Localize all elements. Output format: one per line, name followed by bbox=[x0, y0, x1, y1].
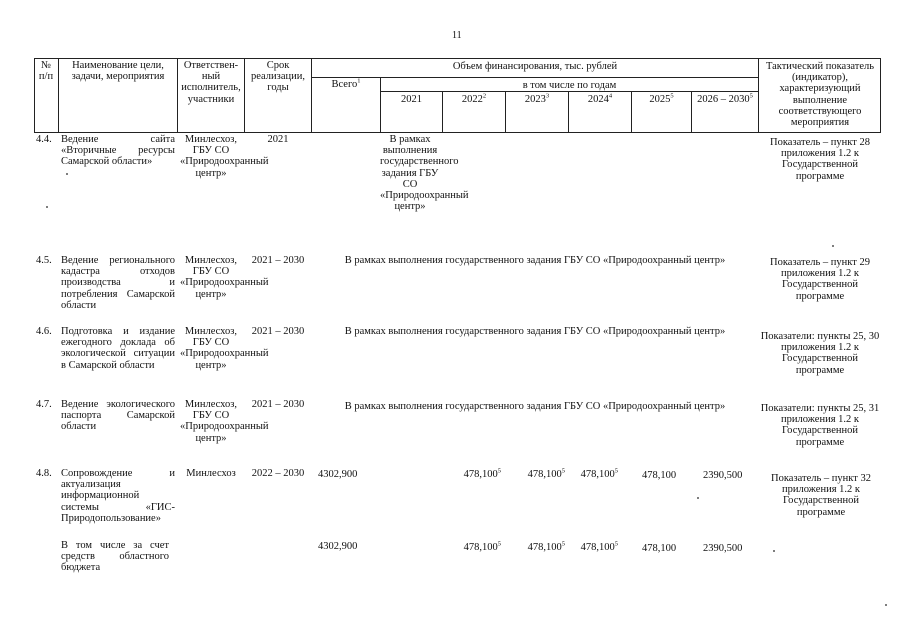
row-term: 2022 – 2030 bbox=[251, 468, 305, 479]
header-term: Срок реализации, годы bbox=[251, 60, 305, 94]
scan-speck bbox=[885, 604, 887, 606]
row-name: Ведение регионального кадастра отходов производства и потребления Самарской области bbox=[61, 255, 175, 311]
row-name: Сопровождение и актуализация информационной системы «ГИС-Природопользование» bbox=[61, 468, 175, 524]
row-num: 4.5. bbox=[36, 255, 52, 266]
row-indicator: Показатель – пункт 29 приложения 1.2 к Государственной программе bbox=[770, 257, 870, 302]
row-name: Ведение сайта «Вторичные ресурсы Самарской области» bbox=[61, 134, 175, 168]
row-funding-note: В рамках выполнения государственного задания ГБУ СО «Природоохранный центр» bbox=[344, 255, 726, 266]
header-year-2025: 2025$^5$ bbox=[649, 92, 674, 105]
row-executor: Минлесхоз, ГБУ СО «Природоохранный центр» bbox=[180, 134, 269, 179]
row-y2026: 2390,500 bbox=[703, 470, 743, 481]
row-funding-note: В рамках выполнения государственного задания ГБУ СО «Природоохранный центр» bbox=[344, 326, 726, 337]
row-y2025: 478,100 bbox=[642, 470, 677, 481]
row-indicator: Показатели: пункты 25, 31 приложения 1.2 к Государственной программе bbox=[760, 403, 880, 448]
row-term: 2021 bbox=[267, 134, 289, 145]
row-y2022: 478,100$^5$ bbox=[463, 540, 501, 553]
row-executor: Минлесхоз, ГБУ СО «Природоохранный центр» bbox=[180, 255, 269, 300]
row-y2024: 478,100$^5$ bbox=[580, 540, 618, 553]
header-executor: Ответствен-ный исполнитель, участники bbox=[181, 60, 241, 105]
header-total: Всего$^1$ bbox=[331, 77, 361, 90]
row-executor: Минлесхоз bbox=[186, 468, 236, 479]
row-executor: Минлесхоз, ГБУ СО «Природоохранный центр» bbox=[180, 326, 269, 371]
row-y2023: 478,100$^5$ bbox=[527, 540, 565, 553]
row-y2024: 478,100$^5$ bbox=[580, 467, 618, 480]
row-term: 2021 – 2030 bbox=[251, 255, 305, 266]
row-total: 4302,900 bbox=[318, 541, 358, 552]
row-term: 2021 – 2030 bbox=[251, 399, 305, 410]
row-indicator: Показатель – пункт 32 приложения 1.2 к Государственной программе bbox=[771, 473, 871, 518]
row-y2026: 2390,500 bbox=[703, 543, 743, 554]
row-y2025: 478,100 bbox=[642, 543, 677, 554]
row-name: В том числе за счет средств областного бюджета bbox=[61, 540, 169, 574]
scan-speck bbox=[66, 173, 68, 175]
scan-speck bbox=[697, 497, 699, 499]
header-num: № п/п bbox=[38, 60, 54, 83]
row-indicator: Показатели: пункты 25, 30 приложения 1.2 к Государственной программе bbox=[760, 331, 880, 376]
header-year-2021: 2021 bbox=[401, 94, 422, 105]
header-year-2024: 2024$^4$ bbox=[587, 92, 613, 105]
scan-speck bbox=[832, 245, 834, 247]
row-term: 2021 – 2030 bbox=[251, 326, 305, 337]
scan-speck bbox=[46, 206, 48, 208]
row-name: Подготовка и издание ежегодного доклада об экологической ситуации в Самарской области bbox=[61, 326, 175, 371]
header-name: Наименование цели, задачи, мероприятия bbox=[71, 60, 165, 83]
row-total: 4302,900 bbox=[318, 469, 358, 480]
row-funding-note: В рамках выполнения государственного задания ГБУ СО «Природоохранный центр» bbox=[344, 401, 726, 412]
row-num: 4.6. bbox=[36, 326, 52, 337]
header-year-2026-2030: 2026 – 2030$^5$ bbox=[697, 92, 753, 105]
scan-speck bbox=[773, 550, 775, 552]
row-executor: Минлесхоз, ГБУ СО «Природоохранный центр» bbox=[180, 399, 269, 444]
header-by-years: в том числе по годам bbox=[522, 80, 617, 91]
row-num: 4.7. bbox=[36, 399, 52, 410]
row-funding-note: В рамках выполнения государственного задания ГБУ СО «Природоохранный центр» bbox=[380, 134, 469, 213]
header-year-2022: 2022$^2$ bbox=[461, 92, 487, 105]
row-name: Ведение экологического паспорта Самарской области bbox=[61, 399, 175, 433]
header-indicator: Тактический показатель (индикатор), характеризующий выполнение соответствующего мероприятия bbox=[765, 61, 875, 129]
row-indicator: Показатель – пункт 28 приложения 1.2 к Государственной программе bbox=[770, 137, 870, 182]
page-number: 11 bbox=[452, 30, 462, 41]
header-year-2023: 2023$^3$ bbox=[524, 92, 550, 105]
row-y2023: 478,100$^5$ bbox=[527, 467, 565, 480]
header-funding: Объем финансирования, тыс. рублей bbox=[452, 61, 618, 72]
row-num: 4.8. bbox=[36, 468, 52, 479]
row-y2022: 478,100$^5$ bbox=[463, 467, 501, 480]
row-num: 4.4. bbox=[36, 134, 52, 145]
